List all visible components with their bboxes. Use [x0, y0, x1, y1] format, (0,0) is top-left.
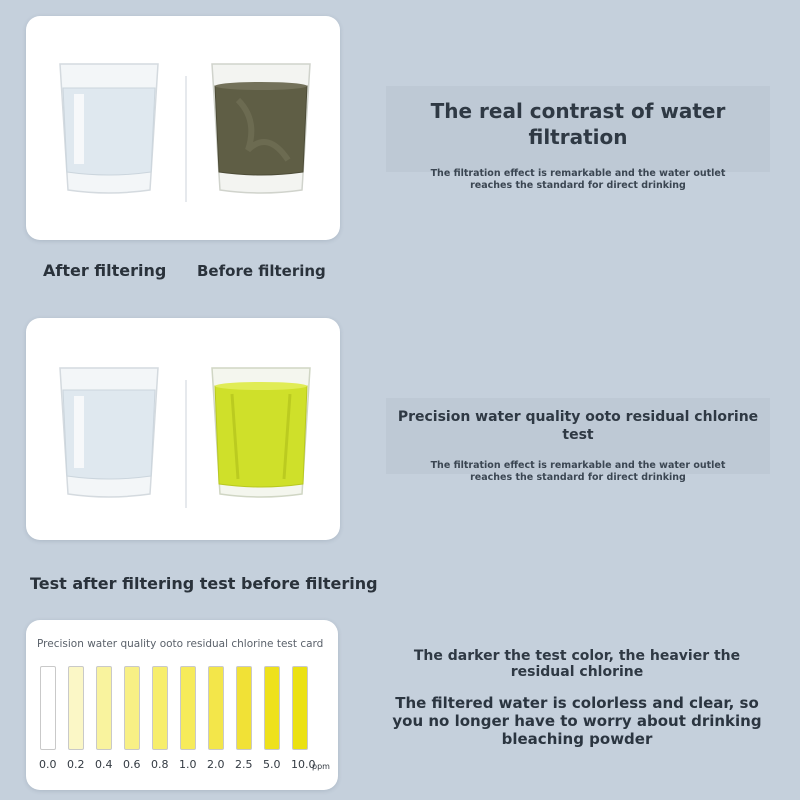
scale-tick-label: 2.0	[207, 758, 225, 771]
dirty-water-glass-icon	[208, 60, 314, 196]
scale-tick-label: 0.2	[67, 758, 85, 771]
color-swatch	[236, 666, 252, 750]
color-swatch	[264, 666, 280, 750]
chlorine-test-glass-icon	[208, 364, 314, 500]
color-swatch	[180, 666, 196, 750]
scale-tick-label: 2.5	[235, 758, 253, 771]
clarity-subtext: The filtration effect is remarkable and the water outlet reaches the standard for direct drinking	[430, 168, 726, 191]
scale-tick-label: 0.8	[151, 758, 169, 771]
scale-tick-label: 0.4	[95, 758, 113, 771]
color-swatch	[68, 666, 84, 750]
test-comparison-label: Test after filtering test before filtering	[30, 574, 378, 593]
unit-label: ppm	[312, 762, 330, 771]
color-swatch	[152, 666, 168, 750]
comparison-card-clarity	[26, 16, 340, 240]
after-filtering-label: After filtering	[43, 261, 167, 280]
chlorine-subtext: The filtration effect is remarkable and the water outlet reaches the standard for direct drinking	[430, 460, 726, 483]
glass-divider	[185, 380, 187, 508]
clean-water-glass-icon	[56, 60, 162, 196]
scale-tick-label: 10.0	[291, 758, 316, 771]
color-swatch	[208, 666, 224, 750]
chlorine-info-panel	[386, 398, 770, 483]
color-swatch	[124, 666, 140, 750]
chlorine-headline: Precision water quality ooto residual chlorine test	[397, 409, 759, 443]
clean-water-glass-icon	[56, 364, 162, 500]
scale-tick-label: 5.0	[263, 758, 281, 771]
scale-tick-label: 0.0	[39, 758, 57, 771]
chlorine-test-card	[26, 620, 338, 790]
test-card-title: Precision water quality ooto residual chlorine test card	[37, 638, 324, 650]
before-filtering-label: Before filtering	[197, 262, 326, 280]
test-body: The filtered water is colorless and clear, so you no longer have to worry about drinking bleaching powder	[392, 694, 762, 748]
clarity-headline: The real contrast of water filtration	[430, 99, 726, 149]
test-explanation-panel	[382, 640, 772, 752]
glass-divider	[185, 76, 187, 202]
scale-tick-label: 0.6	[123, 758, 141, 771]
color-swatch	[96, 666, 112, 750]
test-headline: The darker the test color, the heavier the residual chlorine	[413, 648, 741, 680]
color-swatch	[292, 666, 308, 750]
comparison-card-chlorine	[26, 318, 340, 540]
color-swatch	[40, 666, 56, 750]
clarity-info-panel	[386, 86, 770, 191]
scale-tick-label: 1.0	[179, 758, 197, 771]
